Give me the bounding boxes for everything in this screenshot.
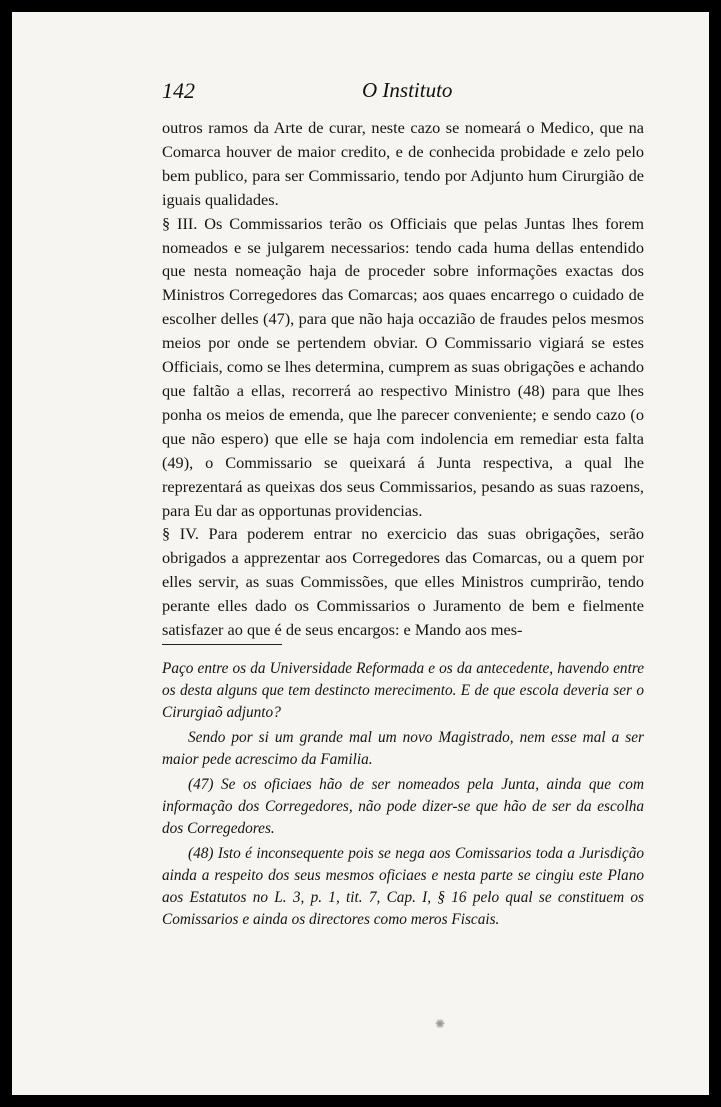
footnotes [162,658,644,934]
footnote-continuation-2: Sendo por si um grande mal um novo Magistrado, nem esse mal a ser maior pede acrescimo da Familia. [162,729,644,768]
main-text [162,116,644,642]
footnote-continuation: Paço entre os da Universidade Reformada e os da antecedente, havendo entre os desta alguns que tem destincto merecimento. E de que escola deveria ser o Cirurgiaõ adjunto? [162,660,644,721]
footnote-48: (48) Isto é inconsequente pois se nega aos Comissarios toda a Jurisdição ainda a respeito dos seus mesmos oficiaes e nesta parte se cingiu este Plano aos Estatutos no L. 3, p. 1, tit. 7, Cap. I, § 16 pelo qual se constituem os Comissarios e ainda os directores como meros Fiscais. [162,845,644,928]
page-number: 142 [162,78,195,103]
footnote-47: (47) Se os oficiaes hão de ser nomeados pela Junta, ainda que com informação dos Corregedores, não pode dizer-se que hão de ser da escolha dos Corregedores. [162,776,644,837]
paragraph-section-iv: § IV. Para poderem entrar no exercicio das suas obrigações, serão obrigados a apprezentar aos Corregedores das Comarcas, ou a quem por elles servir, as suas Commissões, que elles Ministros cumprirão, tendo perante elles dado os Commissarios o Juramento de bem e fielmente satisfazer ao que é de seus encargos: e Mando aos mes- [162,524,644,640]
paragraph-section-iii: § III. Os Commissarios terão os Officiais que pelas Juntas lhes forem nomeados e se julgarem necessarios: tendo cada huma dellas entendido que nesta nomeação haja de proceder sobre informações exactas dos Ministros Corregedores das Comarcas; aos quaes encarrego o cuidado de escolher delles (47), para que não haja occazião de fraudes pelos mesmos meios por onde se pertendem obviar. O Commissario vigiará se estes Officiais, como se lhes determina, cumprem as suas obrigações e achando que faltão a ellas, recorrerá ao respectivo Ministro (48) para que lhes ponha os meios de emenda, que lhe parecer conveniente; e sendo cazo (o que não espero) que elle se haja com indolencia em remediar esta falta (49), o Commissario se queixará á Junta respectiva, a qual lhe reprezentará as queixas dos seus Commissarios, pesando as suas razoens, para Eu dar as opportunas providencias. [162,213,644,520]
page-header [162,72,644,106]
running-title: O Instituto [362,78,453,102]
scanned-page [12,12,709,1095]
paragraph-1: outros ramos da Arte de curar, neste cazo se nomeará o Medico, que na Comarca houver de maior credito, e de conhecida probidade e zelo pelo bem publico, para ser Commissario, tendo por Adjunto hum Cirurgião de iguais qualidades. [162,118,644,209]
library-stamp-icon: ✺ [435,1017,446,1031]
footnote-rule [162,644,282,645]
